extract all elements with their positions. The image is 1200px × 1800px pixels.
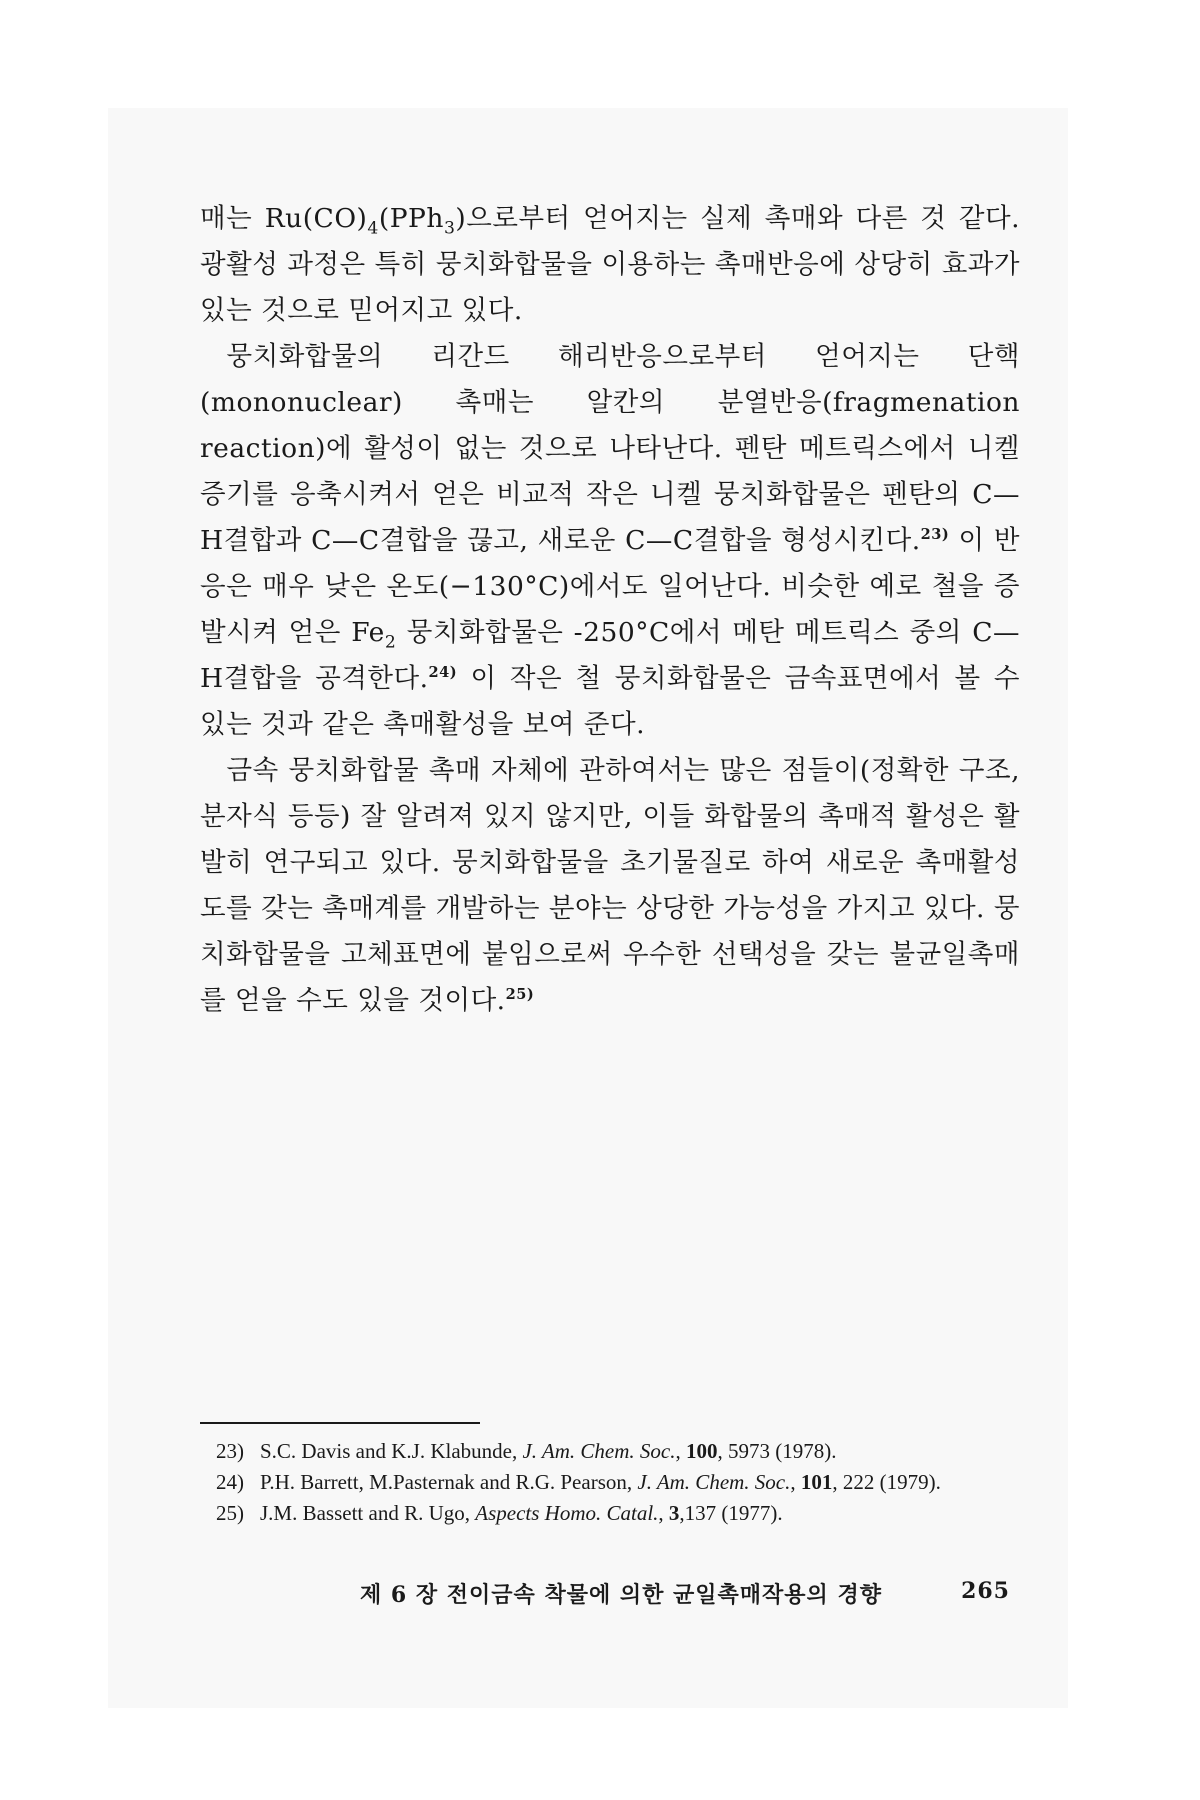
footnote-ref-24[interactable]: 24): [428, 664, 458, 682]
footnote-pages: , 222 (1979).: [832, 1470, 941, 1494]
footnote-authors: S.C. Davis and K.J. Klabunde,: [260, 1439, 523, 1463]
subscript: 4: [367, 218, 379, 239]
page-number: 265: [961, 1578, 1010, 1604]
footnote-text: [260, 1498, 1006, 1529]
footnote-journal: J. Am. Chem. Soc.: [637, 1470, 791, 1494]
paragraph-1: [200, 196, 1020, 334]
text-run: 이 반응은 매우 낮은 온도(−130°C)에서도 일어난다. 비슷한 예로 철을 증발시켜 얻은 Fe: [200, 525, 1020, 648]
footnote-volume: 101: [800, 1470, 833, 1494]
footnotes: [216, 1436, 1006, 1529]
footnote-separator: ,: [658, 1501, 669, 1525]
text-run: (PPh: [378, 203, 444, 234]
footnote-text: [260, 1436, 1006, 1467]
footnote-authors: P.H. Barrett, M.Pasternak and R.G. Pearson,: [260, 1470, 638, 1494]
text-run: 뭉치화합물의 리간드 해리반응으로부터 얻어지는 단핵(mononuclear) 촉매는 알칸의 분열반응(fragmenation reaction)에 활성이 없는 것으로 나타난다. 펜탄 메트릭스에서 니켈증기를 응축시켜서 얻은 비교적 작은 니켈 뭉치화합물은 펜탄의 C—H결합과 C—C결합을 끊고, 새로운 C—C결합을 형성시킨다.: [200, 341, 1020, 556]
text-run: 매는 Ru(CO): [200, 203, 368, 234]
footnote-pages: , 5973 (1978).: [717, 1439, 837, 1463]
text-run: 뭉치화합물은 -250°C에서 메탄 메트릭스 중의 C—H결합을 공격한다.: [200, 617, 1021, 694]
footnote-ref-25[interactable]: 25): [505, 986, 535, 1004]
footnote-text: [260, 1467, 1006, 1498]
footnote-ref-23[interactable]: 23): [920, 526, 950, 544]
footnote-separator: ,: [790, 1470, 801, 1494]
footnote-item: [216, 1467, 1006, 1498]
footnote-authors: J.M. Bassett and R. Ugo,: [260, 1501, 476, 1525]
paragraph-2: [200, 334, 1020, 748]
body-text: [200, 196, 1020, 1024]
text-run: )으로부터 얻어지는 실제 촉매와 다른 것 같다. 광활성 과정은 특히 뭉치화합물을 이용하는 촉매반응에 상당히 효과가 있는 것으로 믿어지고 있다.: [200, 203, 1020, 326]
footnote-number: 24): [216, 1470, 244, 1494]
footnote-volume: 3: [668, 1501, 680, 1525]
subscript: 3: [443, 218, 456, 239]
text-run: 금속 뭉치화합물 촉매 자체에 관하여서는 많은 점들이(정확한 구조, 분자식 등등) 잘 알려져 있지 않지만, 이들 화합물의 촉매적 활성은 활발히 연구되고 있다. 뭉치화합물을 초기물질로 하여 새로운 촉매활성도를 갖는 촉매계를 개발하는 분야는 상당한 가능성을 가지고 있다. 뭉치화합물을 고체표면에 붙임으로써 우수한 선택성을 갖는 불균일촉매를 얻을 수도 있을 것이다.: [200, 755, 1021, 1016]
footnote-divider: [200, 1422, 480, 1424]
text-run: 이 작은 철 뭉치화합물은 금속표면에서 볼 수 있는 것과 같은 촉매활성을 보여 준다.: [200, 663, 1021, 740]
paragraph-3: [200, 748, 1020, 1024]
footnote-pages: ,137 (1977).: [679, 1501, 783, 1525]
footnote-separator: ,: [675, 1439, 686, 1463]
footnote-item: [216, 1498, 1006, 1529]
chapter-title: 제 6 장 전이금속 착물에 의한 균일촉매작용의 경향: [360, 1582, 882, 1608]
footnote-journal: Aspects Homo. Catal.: [475, 1501, 659, 1525]
footnote-number: 23): [216, 1439, 244, 1463]
footnote-volume: 100: [685, 1439, 718, 1463]
footnote-journal: J. Am. Chem. Soc.: [522, 1439, 676, 1463]
footnote-number: 25): [216, 1501, 244, 1525]
footnote-item: [216, 1436, 1006, 1467]
running-footer: [360, 1578, 1010, 1609]
subscript: 2: [384, 632, 397, 653]
